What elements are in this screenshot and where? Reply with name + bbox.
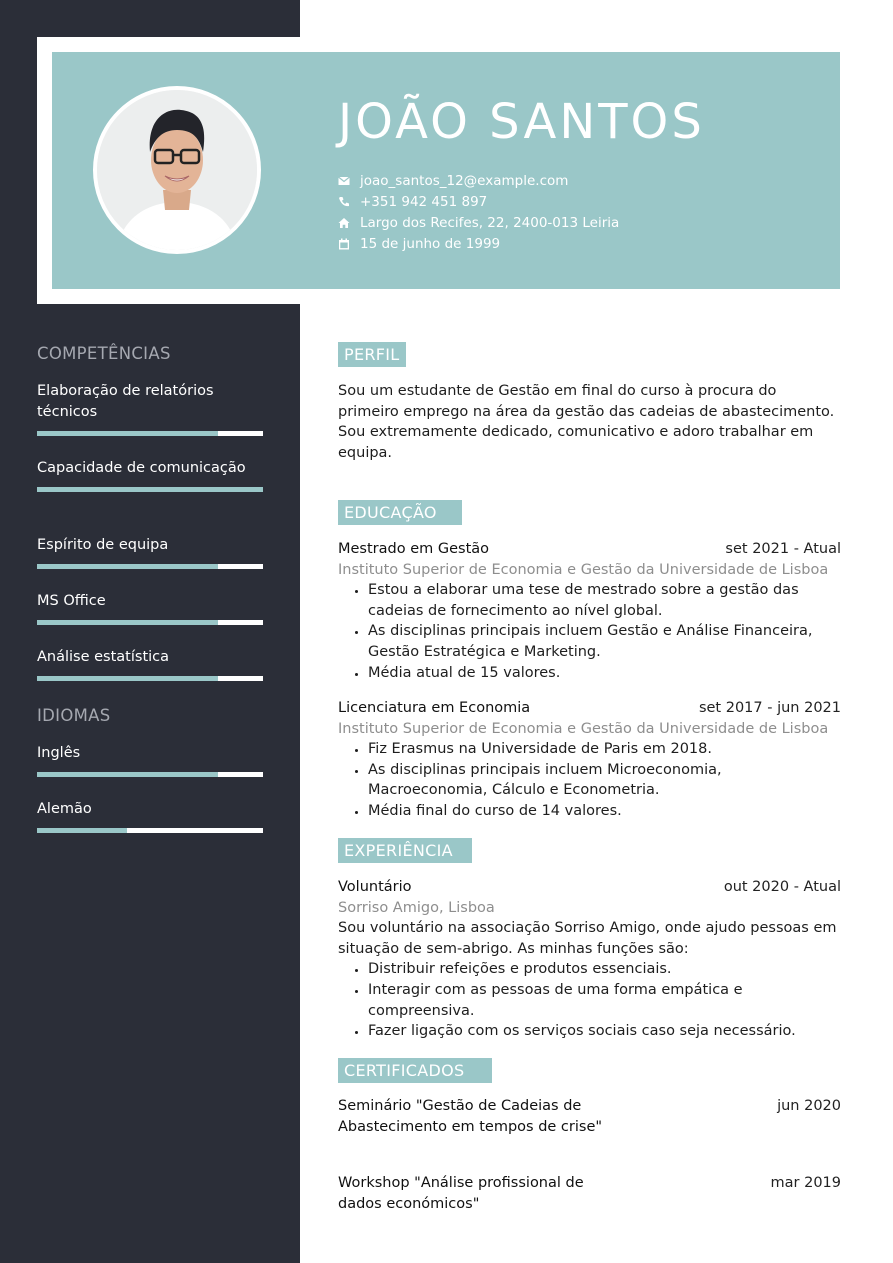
profile-photo [93,86,261,254]
education-heading: EDUCAÇÃO [338,500,462,525]
language-level-fill [37,828,127,833]
entry-bullets [338,739,841,821]
certificate-title: Workshop "Análise profissional de dados económicos" [338,1175,584,1212]
contact-birthdate: 15 de junho de 1999 [338,233,619,254]
header-banner [52,52,840,289]
skill-level-fill [37,676,218,681]
skill-level-fill [37,564,218,569]
list-item: • Fazer ligação com os serviços sociais caso seja necessário. [368,1021,841,1042]
language-label: Inglês [37,745,81,761]
experience-entry [338,877,841,1042]
list-item: • Média final do curso de 14 valores. [368,801,841,822]
entry-organization: Instituto Superior de Economia e Gestão da Universidade de Lisboa [338,561,829,578]
entry-organization: Instituto Superior de Economia e Gestão da Universidade de Lisboa [338,720,829,737]
language-level-fill [37,772,218,777]
language-level-bar [37,772,263,777]
entry-bullets [338,959,841,1041]
entry-title: Licenciatura em Economia [338,700,531,716]
certificate-date: jun 2020 [777,1098,841,1114]
entry-organization: Sorriso Amigo, Lisboa [338,899,495,916]
education-entry [338,539,841,683]
language-item [37,743,263,777]
home-icon [338,217,350,229]
email-icon [338,175,350,187]
language-level-bar [37,828,263,833]
skill-item [37,381,263,436]
skill-item [37,535,263,569]
entry-bullets [338,580,841,683]
list-item: • Estou a elaborar uma tese de mestrado sobre a gestão das cadeias de fornecimento ao nível global. [368,580,841,621]
certificate-entry [338,1096,841,1137]
languages-heading: IDIOMAS [37,706,111,725]
contact-list [338,170,619,254]
skill-level-fill [37,431,218,436]
skill-label: Espírito de equipa [37,537,169,553]
certificates-heading: CERTIFICADOS [338,1058,492,1083]
language-item [37,799,263,833]
skill-item [37,591,263,625]
entry-date: out 2020 - Atual [723,879,841,895]
skill-label: MS Office [37,593,106,609]
list-item: • Interagir com as pessoas de uma forma empática e compreensiva. [368,980,841,1021]
education-entry [338,698,841,822]
skill-item [37,458,263,492]
list-item: • Média atual de 15 valores. [368,663,841,684]
profile-text: Sou um estudante de Gestão em final do curso à procura do primeiro emprego na área da gestão das cadeias de abastecimento. Sou extremamente dedicado, comunicativo e adoro trabalhar em equipa. [338,383,835,461]
entry-date: set 2017 - jun 2021 [698,700,841,716]
list-item: • Fiz Erasmus na Universidade de Paris em 2018. [368,739,841,760]
skill-item [37,647,263,681]
entry-title: Mestrado em Gestão [338,541,490,557]
profile-heading: PERFIL [338,342,406,367]
skill-level-bar [37,564,263,569]
certificate-entry [338,1173,841,1214]
skill-level-bar [37,487,263,492]
list-item: • As disciplinas principais incluem Microeconomia, Macroeconomia, Cálculo e Econometria. [368,760,841,801]
skill-level-bar [37,431,263,436]
phone-icon [338,196,350,208]
skill-label: Capacidade de comunicação [37,460,246,476]
entry-description: Sou voluntário na associação Sorriso Amigo, onde ajudo pessoas em situação de sem-abrigo. As minhas funções são: [338,920,837,957]
skill-label: Elaboração de relatórios técnicos [37,383,214,420]
candidate-name: JOÃO SANTOS [338,94,705,150]
calendar-icon [338,238,350,250]
certificate-title: Seminário "Gestão de Cadeias de Abastecimento em tempos de crise" [338,1098,603,1135]
skill-level-fill [37,620,218,625]
skill-level-fill [37,487,263,492]
skill-level-bar [37,620,263,625]
skill-label: Análise estatística [37,649,170,665]
experience-heading: EXPERIÊNCIA [338,838,472,863]
entry-title: Voluntário [338,879,412,895]
contact-email: joao_santos_12@example.com [338,170,619,191]
entry-date: set 2021 - Atual [725,541,841,557]
contact-address: Largo dos Recifes, 22, 2400-013 Leiria [338,212,619,233]
certificate-date: mar 2019 [770,1175,841,1191]
list-item: • As disciplinas principais incluem Gestão e Análise Financeira, Gestão Estratégica e Marketing. [368,621,841,662]
skill-level-bar [37,676,263,681]
skills-heading: COMPETÊNCIAS [37,344,171,363]
contact-phone: +351 942 451 897 [338,191,619,212]
language-label: Alemão [37,801,92,817]
list-item: • Distribuir refeições e produtos essenciais. [368,959,841,980]
